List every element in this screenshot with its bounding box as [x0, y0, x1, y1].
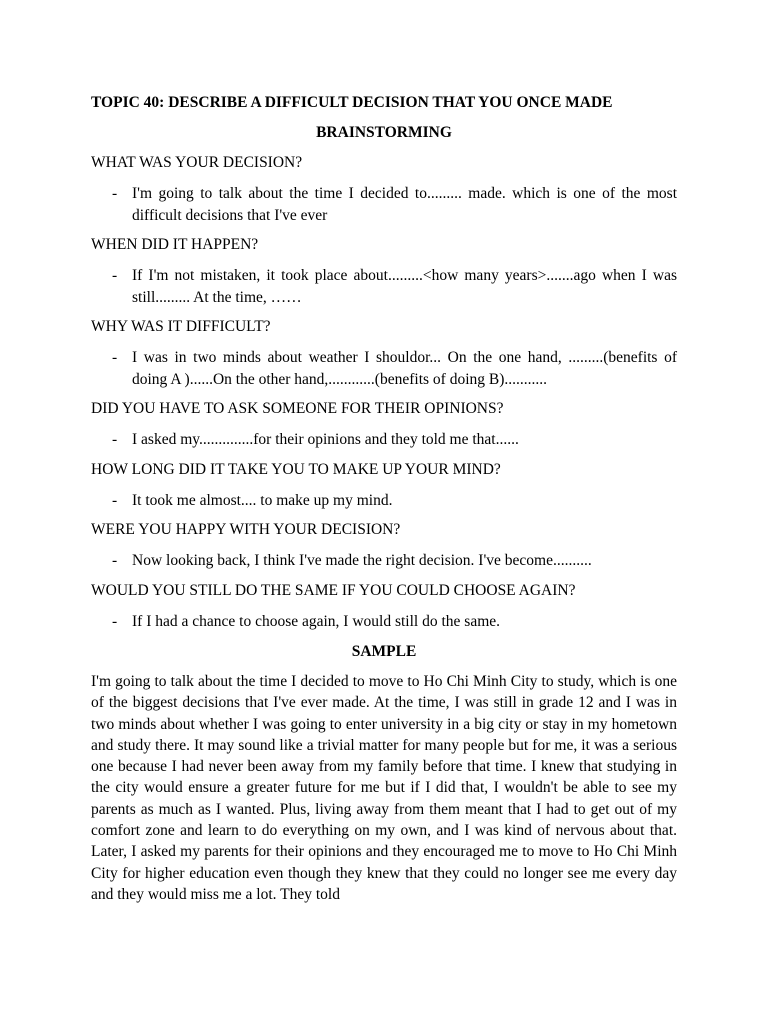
- bullet-text: It took me almost.... to make up my mind.: [132, 491, 393, 509]
- document-title: TOPIC 40: DESCRIBE A DIFFICULT DECISION THAT YOU ONCE MADE: [91, 94, 613, 111]
- bullet-marker: -: [112, 349, 118, 366]
- bullet-text: I'm going to talk about the time I decided to......... made. which is one of the most difficult decisions that I've ever: [132, 185, 677, 224]
- question: WHAT WAS YOUR DECISION?: [91, 154, 303, 171]
- bullet-item: [91, 265, 677, 308]
- document-page: [91, 92, 677, 905]
- bullet-marker: -: [112, 552, 118, 569]
- bullet-text: I was in two minds about weather I shouldor... On the one hand, .........(benefits of doing A )......On the other hand,............(benefits of doing B)...........: [132, 349, 677, 388]
- bullet-marker: -: [112, 612, 118, 630]
- sample-paragraph: I'm going to talk about the time I decided to move to Ho Chi Minh City to study, which is one of the biggest decisions that I've ever made. At the time, I was still in grade 12 and I was in two minds about whether I was going to enter university in a big city or stay in my hometown and study there. It may sound like a trivial matter for many people but for me, it was a serious one because I had never been away from my family before that time. I knew that studying in the city would ensure a greater future for me but if I did that, I wouldn't be able to see my parents as much as I wanted. Plus, living away from them meant that I had to get out of my comfort zone and learn to do everything on my own, and I was kind of nervous about that. Later, I asked my parents for their opinions and they encouraged me to move to Ho Chi Minh City for higher education even though they knew that they could no longer see me every day and they would miss me a lot. They told: [91, 673, 677, 903]
- sample-heading: SAMPLE: [351, 643, 417, 660]
- bullet-marker: -: [112, 185, 118, 202]
- bullet-marker: -: [112, 431, 118, 448]
- bullet-item: [91, 550, 677, 572]
- brainstorming-heading: BRAINSTORMING: [316, 124, 452, 141]
- question: WHEN DID IT HAPPEN?: [91, 236, 259, 253]
- bullet-text: If I'm not mistaken, it took place about.........<how many years>.......ago when I was still......... At the time, ……: [132, 267, 677, 306]
- bullet-marker: -: [112, 267, 118, 284]
- question: DID YOU HAVE TO ASK SOMEONE FOR THEIR OPINIONS?: [91, 400, 504, 417]
- bullet-text: Now looking back, I think I've made the right decision. I've become..........: [132, 552, 592, 569]
- question: HOW LONG DID IT TAKE YOU TO MAKE UP YOUR MIND?: [91, 460, 501, 478]
- bullet-marker: -: [112, 491, 118, 509]
- question: WERE YOU HAPPY WITH YOUR DECISION?: [91, 521, 401, 538]
- bullet-item: [91, 611, 677, 633]
- bullet-item: [91, 347, 677, 390]
- bullet-item: [91, 429, 677, 451]
- bullet-text: If I had a chance to choose again, I would still do the same.: [132, 612, 501, 630]
- question: WOULD YOU STILL DO THE SAME IF YOU COULD CHOOSE AGAIN?: [91, 581, 576, 599]
- question: WHY WAS IT DIFFICULT?: [91, 318, 271, 335]
- bullet-text: I asked my..............for their opinions and they told me that......: [132, 431, 519, 448]
- bullet-item: [91, 490, 677, 512]
- qa-list: [91, 152, 677, 632]
- bullet-item: [91, 183, 677, 226]
